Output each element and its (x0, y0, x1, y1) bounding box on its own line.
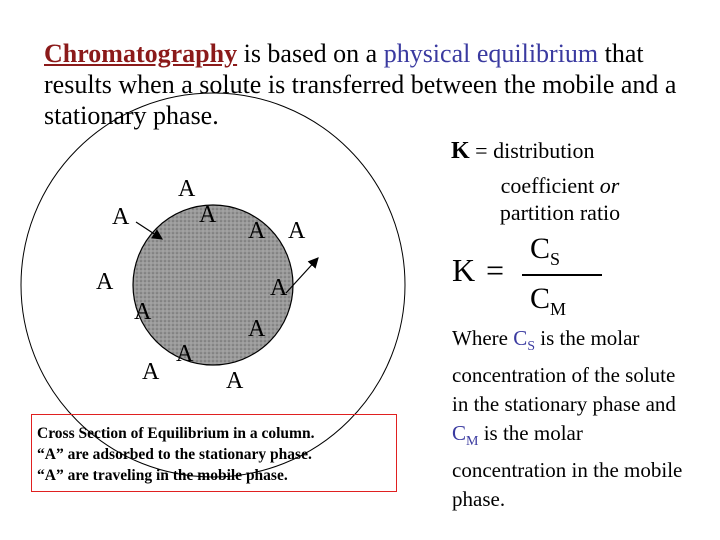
caption-line-1: Cross Section of Equilibrium in a column. (37, 425, 315, 442)
molecule-label: A (199, 202, 217, 228)
k-definition-equals: = distribution (469, 138, 595, 163)
molecule-label: A (134, 299, 152, 325)
physical-equilibrium-term: physical equilibrium (383, 39, 599, 68)
explanation-text-3: is the molar concentration in the mobile phase. (452, 421, 683, 512)
molecule-label: A (112, 204, 130, 230)
molecule-label: A (248, 218, 266, 244)
molecule-label: A (96, 269, 114, 295)
denominator-c: C (530, 282, 551, 315)
caption-line-3: “A” are traveling in the mobile phase. (37, 467, 288, 484)
numerator-c: C (530, 232, 551, 265)
molecule-label: A (248, 316, 266, 342)
molecule-label: A (226, 368, 244, 394)
denominator-subscript: M (550, 299, 567, 319)
intro-text-1: is based on a (237, 39, 384, 68)
key-term-chromatography: Chromatography (44, 39, 238, 68)
molecule-label: A (176, 341, 194, 367)
explanation-text-1: Where (452, 326, 514, 350)
explanation-text-2: is the molar concentration of the solute in the stationary phase and (452, 326, 676, 417)
caption-line-2: “A” are adsorbed to the stationary phase. (37, 446, 312, 463)
equation-equals: = (486, 252, 505, 288)
cs-c: C (513, 326, 528, 350)
molecule-label: A (288, 218, 306, 244)
molecule-label: A (142, 359, 160, 385)
equation-k: K (452, 252, 476, 288)
molecule-label: A (178, 176, 196, 202)
diagram-caption-box (31, 414, 397, 492)
cm-c: C (452, 421, 467, 446)
k-def-or: or (599, 173, 620, 198)
molecule-label: A (270, 275, 288, 301)
stationary-phase-circle (133, 205, 293, 365)
k-def-coefficient: coefficient (500, 173, 600, 198)
cm-subscript: M (466, 434, 479, 450)
intro-text-2: that results when a solute is transferred between the mobile and a stationary phase. (44, 39, 677, 130)
numerator-subscript: S (550, 249, 561, 269)
k-definition-line3: partition ratio (499, 200, 621, 225)
k-symbol: K (451, 138, 470, 164)
cs-subscript: S (527, 339, 536, 355)
